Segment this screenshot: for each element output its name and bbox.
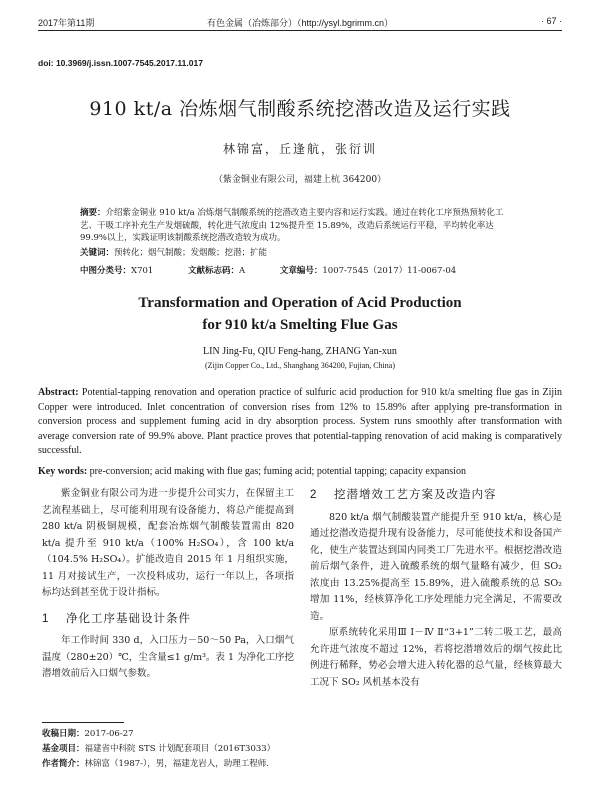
- abstract-en-text: Potential-tapping renovation and operation practice of sulfuric acid production for 910 kt/a smelting flue gas in Zijin Copper were introduced. Inlet concentration of conversion rises from 12% to 15.89% after applying pre-transformation in conversion process and supplement fuming acid in dry absorption process. System runs smoothly after transformation with average conversion rate of 99.9% above. Plant practice proves that potential-tapping renovation of acid making is comparatively successful.: [38, 387, 562, 456]
- keywords-cn-text: 预转化；烟气制酸；发烟酸；挖潜；扩能: [114, 248, 268, 258]
- section2-paragraph-2: 原系统转化采用Ⅲ Ⅰ－Ⅳ Ⅱ“3+1”二转二吸工艺，最高允许进气浓度不超过 12%，若将挖潜增效后的烟气按此比例进行稀释，势必会增大进入转化器的总气量，经核算最大工况下 SO₂ 风机基本没有: [310, 627, 562, 688]
- author-bio: [42, 756, 562, 771]
- section1-heading: [42, 610, 294, 628]
- article-id-label: 文章编号：: [279, 266, 323, 276]
- abstract-en-label: Abstract:: [38, 387, 79, 398]
- section1-title: 净化工序基础设计条件: [66, 610, 191, 625]
- section2-heading: [310, 486, 562, 504]
- issue-label: 2017年第11期: [38, 18, 95, 28]
- journal-name: 有色金属（冶炼部分）（http://ysyl.bgrimm.cn）: [206, 18, 394, 28]
- title-en: [0, 292, 600, 336]
- abstract-en: [38, 386, 562, 459]
- doc-code-label: 文献标志码：: [188, 266, 240, 276]
- keywords-en-label: Key words:: [38, 466, 88, 477]
- abstract-cn-text: 介绍紫金铜业 910 kt/a 冶炼烟气制酸系统的挖潜改造主要内容和运行实践。通过在转化工序预热预转化工艺、干吸工序补充生产发烟硫酸，转化进气浓度由 12%提升至 15.89%，改造后系统运行平稳，平均转化率达 99.9%以上，实践证明该制酸系统挖潜改造较为成功。: [80, 208, 504, 243]
- title-cn: 910 kt/a 冶炼烟气制酸系统挖潜改造及运行实践: [89, 98, 511, 120]
- author-bio-value: 林锦富（1987-），男，福建龙岩人，助理工程师.: [84, 759, 269, 769]
- clc-label: 中图分类号：: [80, 266, 132, 276]
- body-left-column: [42, 486, 294, 683]
- title-en-line2: for 910 kt/a Smelting Flue Gas: [202, 317, 398, 333]
- section1-paragraph: 年工作时间 330 d，入口压力－50～50 Pa，入口烟气温度（280±20）℃，尘含量≤1 g/m³。表 1 为净化工序挖潜增效前后入口烟气参数。: [42, 635, 295, 679]
- fund-label: 基金项目：: [42, 743, 85, 753]
- section1-number: 1: [42, 612, 50, 625]
- running-header: [38, 14, 562, 31]
- section2-number: 2: [310, 489, 318, 501]
- keywords-cn: [80, 246, 520, 258]
- abstract-cn: [80, 206, 520, 245]
- affiliation-en: (Zijin Copper Co., Ltd., Shanghang 364200, Fujian, China): [205, 361, 395, 370]
- fund-project: [42, 741, 562, 756]
- authors-en: LIN Jing-Fu, QIU Feng-hang, ZHANG Yan-xun: [203, 346, 397, 357]
- keywords-cn-label: 关键词：: [80, 248, 115, 258]
- keywords-en: [38, 466, 562, 477]
- article-id-value: 1007-7545（2017）11-0067-04: [322, 266, 457, 276]
- footnote-divider: [42, 722, 124, 723]
- doi: doi: 10.3969/j.issn.1007-7545.2017.11.017: [38, 58, 203, 68]
- section2-title: 挖潜增效工艺方案及改造内容: [334, 487, 497, 501]
- fund-value: 福建省中科院 STS 计划配套项目（2016T3033）: [84, 744, 276, 754]
- classification-line: [80, 264, 520, 276]
- abstract-cn-label: 摘要：: [80, 207, 106, 217]
- authors-cn: 林锦富，丘逢航，张衍训: [222, 142, 377, 156]
- intro-paragraph: 紫金铜业有限公司为进一步提升公司实力，在保留主工艺流程基础上，尽可能利用现有设备能力，将总产能提高到 280 kt/a 阴极铜规模，配套冶炼烟气制酸装置需由 820 kt/a 提升至 910 kt/a（100% H₂SO₄），含 100 kt/a（104.5% H₂SO₄）。扩能改造自 2015 年 1 月组织实施，11 月对接试生产，一次投料成功，运行一年以上，各项指标均达到甚至优于设计指标。: [42, 488, 294, 598]
- section2-paragraph-1: 820 kt/a 烟气制酸装置产能提升至 910 kt/a，核心是通过挖潜改造提升现有设备能力，尽可能使技术和设备国产化，使生产装置达到国内同类工厂先进水平。根据挖潜改造前后烟气条件，进入硫酸系统的烟气量略有减少，但 SO₂ 浓度由 13.25%提高至 15.89%，进入硫酸系统的总 SO₂ 增加 11%，经核算净化工序处理能力完全满足，不需要改造。: [310, 511, 562, 622]
- received-label: 收稿日期：: [42, 728, 85, 738]
- affiliation-cn: （紫金铜业有限公司，福建上杭 364200）: [213, 175, 387, 185]
- keywords-en-text: pre-conversion; acid making with flue gas; fuming acid; potential tapping; capacity expansion: [87, 466, 466, 477]
- doc-code-field: [188, 266, 261, 276]
- doc-code-value: A: [239, 266, 246, 276]
- clc-value: X701: [131, 266, 154, 276]
- received-value: 2017-06-27: [84, 729, 134, 739]
- author-bio-label: 作者简介：: [42, 758, 85, 768]
- article-id-field: [280, 266, 472, 276]
- footnote: [42, 726, 562, 771]
- received-date: [42, 726, 562, 741]
- body-right-column: [310, 486, 562, 691]
- title-en-line1: Transformation and Operation of Acid Production: [138, 295, 462, 311]
- clc-field: [80, 266, 169, 276]
- page-number: · 67 ·: [540, 16, 562, 26]
